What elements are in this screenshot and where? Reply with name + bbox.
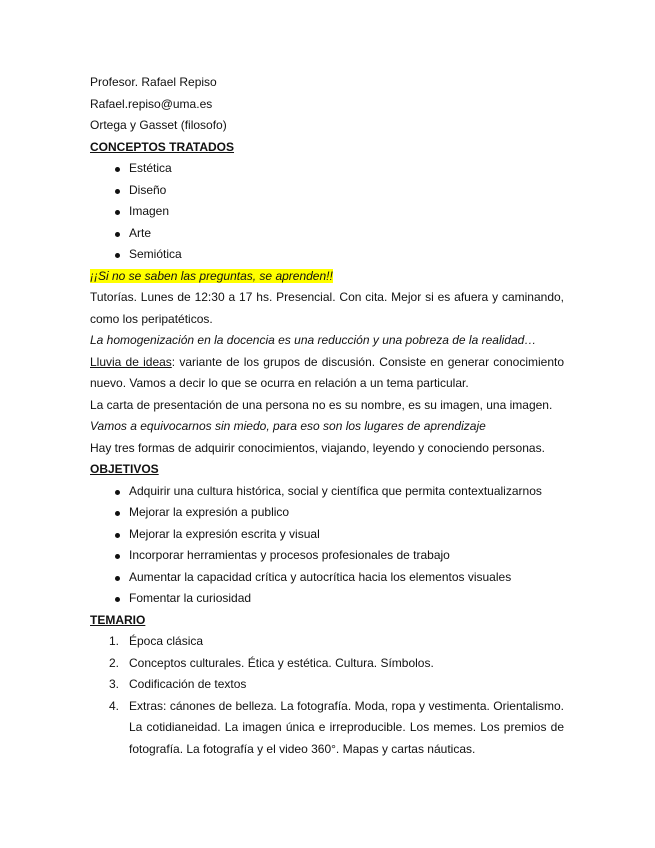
bullet-icon	[115, 576, 120, 581]
list-item-text: Arte	[129, 225, 152, 240]
list-item-text: Incorporar herramientas y procesos profesionales de trabajo	[129, 548, 450, 562]
list-item	[90, 502, 564, 524]
list-item	[90, 481, 564, 503]
brainstorm-term: Lluvia de ideas	[90, 354, 172, 369]
document-page	[90, 72, 564, 760]
item-number: 1.	[109, 634, 120, 648]
list-item-text: Diseño	[129, 182, 167, 197]
list-item	[90, 674, 564, 696]
bullet-icon	[115, 253, 120, 258]
list-item-text: Aumentar la capacidad crítica y autocrítica hacia los elementos visuales	[129, 569, 512, 584]
list-item-text: Mejorar la expresión a publico	[129, 505, 290, 519]
syllabus-list	[90, 631, 564, 760]
brainstorm-text: : variante de los grupos de discusión. Consiste en generar conocimiento nuevo. Vamos a decir lo que se ocurra en relación a un tema particular.	[90, 354, 564, 390]
professor-line: Profesor. Rafael Repiso	[90, 75, 217, 89]
item-number: 2.	[109, 655, 120, 670]
bullet-icon	[115, 167, 120, 172]
tutorias-paragraph: Tutorías. Lunes de 12:30 a 17 hs. Presencial. Con cita. Mejor si es afuera y caminando, como los peripatéticos.	[90, 290, 564, 326]
brainstorm-paragraph	[90, 352, 564, 395]
list-item-text: Estética	[129, 161, 172, 175]
list-item-text: Mejorar la expresión escrita y visual	[129, 526, 320, 541]
list-item-text: Época clásica	[129, 634, 204, 648]
email-line: Rafael.repiso@uma.es	[90, 96, 213, 111]
list-item	[90, 567, 564, 589]
concepts-list	[90, 158, 564, 266]
list-item-text: Imagen	[129, 204, 170, 218]
item-number: 3.	[109, 677, 120, 691]
reference-line: Ortega y Gasset (filosofo)	[90, 118, 227, 132]
highlight-paragraph	[90, 266, 564, 288]
list-item	[90, 696, 564, 761]
list-item	[90, 653, 564, 675]
list-item-text: Extras: cánones de belleza. La fotografía. Moda, ropa y vestimenta. Orientalismo. La cotidianeidad. La imagen única e irreproducible. Los memes. Los premios de fotografía. La fotografía y el video 360°. Mapas y cartas náuticas.	[129, 698, 564, 756]
bullet-icon	[115, 189, 120, 194]
bullet-icon	[115, 511, 120, 516]
bullet-icon	[115, 533, 120, 538]
list-item-text: Codificación de textos	[129, 677, 247, 691]
bullet-icon	[115, 210, 120, 215]
bullet-icon	[115, 232, 120, 237]
highlighted-text: ¡¡Si no se saben las preguntas, se aprenden!!	[90, 268, 333, 283]
bullet-icon	[115, 490, 120, 495]
list-item	[90, 158, 564, 180]
list-item-text: Fomentar la curiosidad	[129, 591, 252, 605]
list-item	[90, 631, 564, 653]
bullet-icon	[115, 597, 120, 602]
list-item	[90, 180, 564, 202]
list-item	[90, 223, 564, 245]
list-item	[90, 244, 564, 266]
objectives-heading: OBJETIVOS	[90, 462, 159, 476]
list-item	[90, 524, 564, 546]
list-item	[90, 201, 564, 223]
syllabus-heading: TEMARIO	[90, 612, 146, 627]
concepts-heading: CONCEPTOS TRATADOS	[90, 139, 235, 154]
list-item-text: Semiótica	[129, 247, 182, 261]
bullet-icon	[115, 554, 120, 559]
list-item-text: Conceptos culturales. Ética y estética. Cultura. Símbolos.	[129, 655, 434, 670]
list-item-text: Adquirir una cultura histórica, social y científica que permita contextualizarnos	[129, 483, 542, 498]
list-item	[90, 588, 564, 610]
objectives-list	[90, 481, 564, 610]
item-number: 4.	[109, 698, 120, 713]
mistakes-quote: Vamos a equivocarnos sin miedo, para eso son los lugares de aprendizaje	[90, 419, 486, 433]
carta-paragraph: La carta de presentación de una persona no es su nombre, es su imagen, una imagen.	[90, 397, 553, 412]
three-ways-paragraph: Hay tres formas de adquirir conocimientos, viajando, leyendo y conociendo personas.	[90, 440, 545, 455]
homogenization-quote: La homogenización en la docencia es una reducción y una pobreza de la realidad…	[90, 333, 537, 347]
list-item	[90, 545, 564, 567]
